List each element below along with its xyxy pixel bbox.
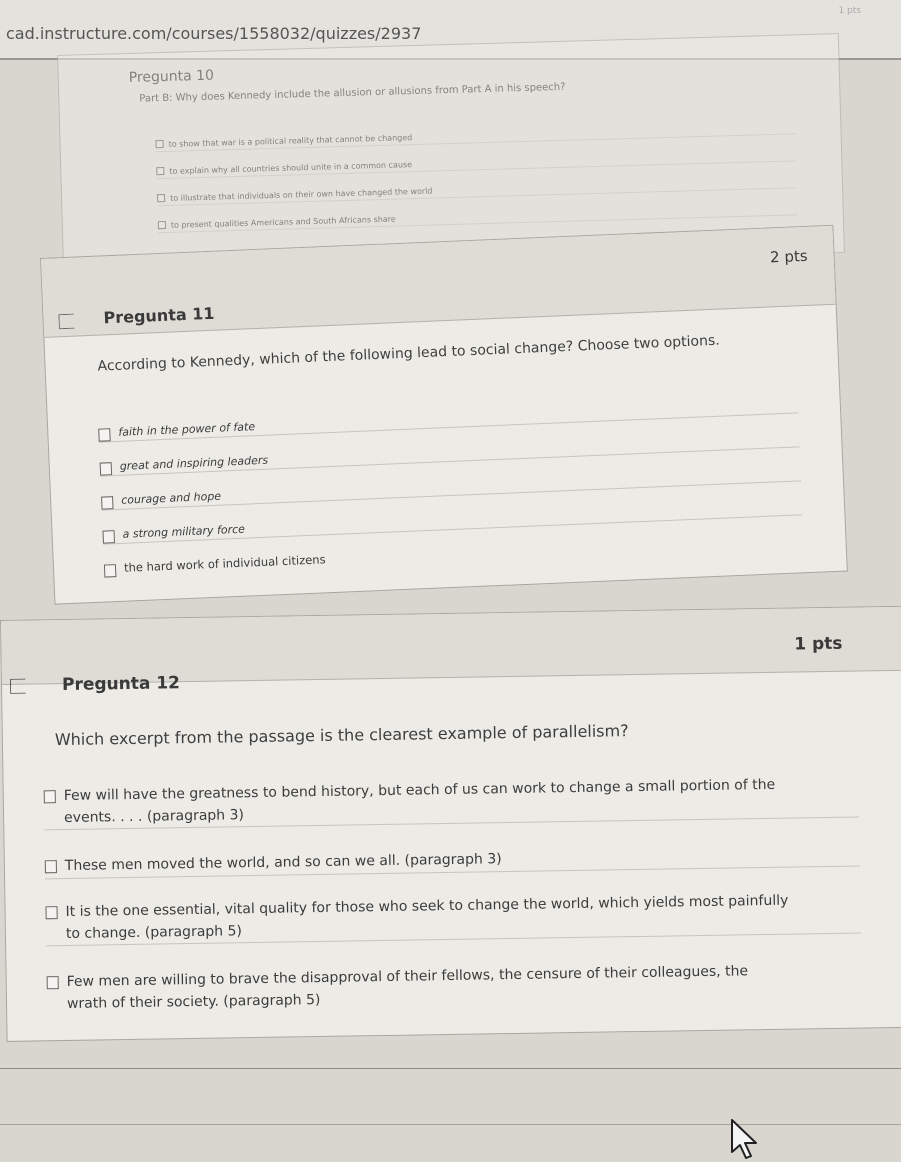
answer-option[interactable] xyxy=(156,148,796,179)
radio-button[interactable] xyxy=(157,194,165,202)
answer-label-line: It is the one essential, vital quality for those who seek to change the world, which yields most painfully xyxy=(65,892,789,921)
answer-option[interactable] xyxy=(45,890,861,947)
answer-label: to show that war is a political reality that cannot be changed xyxy=(168,133,413,149)
radio-button[interactable] xyxy=(156,167,164,175)
radio-button[interactable] xyxy=(158,221,166,229)
checkbox[interactable] xyxy=(102,530,115,543)
question-title: Pregunta 12 xyxy=(61,673,181,696)
question-title: Pregunta 10 xyxy=(128,67,215,86)
radio-button[interactable] xyxy=(45,860,57,873)
answer-label-line: wrath of their society. (paragraph 5) xyxy=(66,991,321,1012)
answer-label-line: Few men are willing to brave the disapproval of their fellows, the censure of their colleagues, the xyxy=(66,963,749,990)
question-text: According to Kennedy, which of the following lead to social change? Choose two options. xyxy=(97,332,721,375)
bookmark-flag-icon[interactable] xyxy=(58,314,75,330)
answer-label: courage and hope xyxy=(120,489,222,507)
answer-label: to explain why all countries should unite in a common cause xyxy=(169,160,413,176)
answer-label: a strong military force xyxy=(122,522,246,541)
answer-option[interactable] xyxy=(158,202,798,233)
answer-label xyxy=(64,775,776,830)
checkbox[interactable] xyxy=(104,564,117,577)
url-text[interactable]: cad.instructure.com/courses/1558032/quizzes/2937 xyxy=(6,24,422,43)
divider xyxy=(0,1068,901,1069)
radio-button[interactable] xyxy=(46,906,58,919)
mouse-pointer-icon xyxy=(728,1118,764,1162)
question-card-11 xyxy=(40,225,848,605)
corner-points: 1 pts xyxy=(838,6,861,16)
answer-option[interactable] xyxy=(157,175,797,206)
question-points: 2 pts xyxy=(769,246,808,267)
question-text: Which excerpt from the passage is the clearest example of parallelism? xyxy=(54,721,629,750)
answer-label: faith in the power of fate xyxy=(118,420,256,439)
checkbox[interactable] xyxy=(101,496,114,509)
answer-option[interactable] xyxy=(44,774,860,831)
answer-label-line: events. . . . (paragraph 3) xyxy=(63,806,245,826)
radio-button[interactable] xyxy=(47,976,59,989)
radio-button[interactable] xyxy=(156,140,164,148)
answer-label-line: Few will have the greatness to bend history, but each of us can work to change a small portion of the xyxy=(63,776,776,805)
bookmark-flag-icon[interactable] xyxy=(10,679,26,694)
question-text: Part B: Why does Kennedy include the allusion or allusions from Part A in his speech? xyxy=(139,81,566,105)
answer-option[interactable] xyxy=(155,121,795,152)
answer-label: great and inspiring leaders xyxy=(119,453,269,473)
answer-label: to present qualities Americans and South Africans share xyxy=(170,214,396,230)
answer-option[interactable] xyxy=(47,960,863,1016)
checkbox[interactable] xyxy=(98,428,111,441)
answer-label: to illustrate that individuals on their own have changed the world xyxy=(170,186,433,203)
question-card-12 xyxy=(0,606,901,1042)
question-header xyxy=(1,607,901,696)
answer-label: These men moved the world, and so can we all. (paragraph 3) xyxy=(64,851,502,875)
divider xyxy=(0,1124,901,1125)
question-points: 1 pts xyxy=(794,633,843,655)
checkbox[interactable] xyxy=(100,462,113,475)
answer-option[interactable] xyxy=(45,844,860,879)
answer-label xyxy=(65,891,788,946)
answer-label-line: to change. (paragraph 5) xyxy=(65,922,243,942)
answer-label: the hard work of individual citizens xyxy=(123,552,326,575)
radio-button[interactable] xyxy=(44,790,56,803)
question-title: Pregunta 11 xyxy=(103,303,215,328)
answer-label xyxy=(67,961,749,1015)
